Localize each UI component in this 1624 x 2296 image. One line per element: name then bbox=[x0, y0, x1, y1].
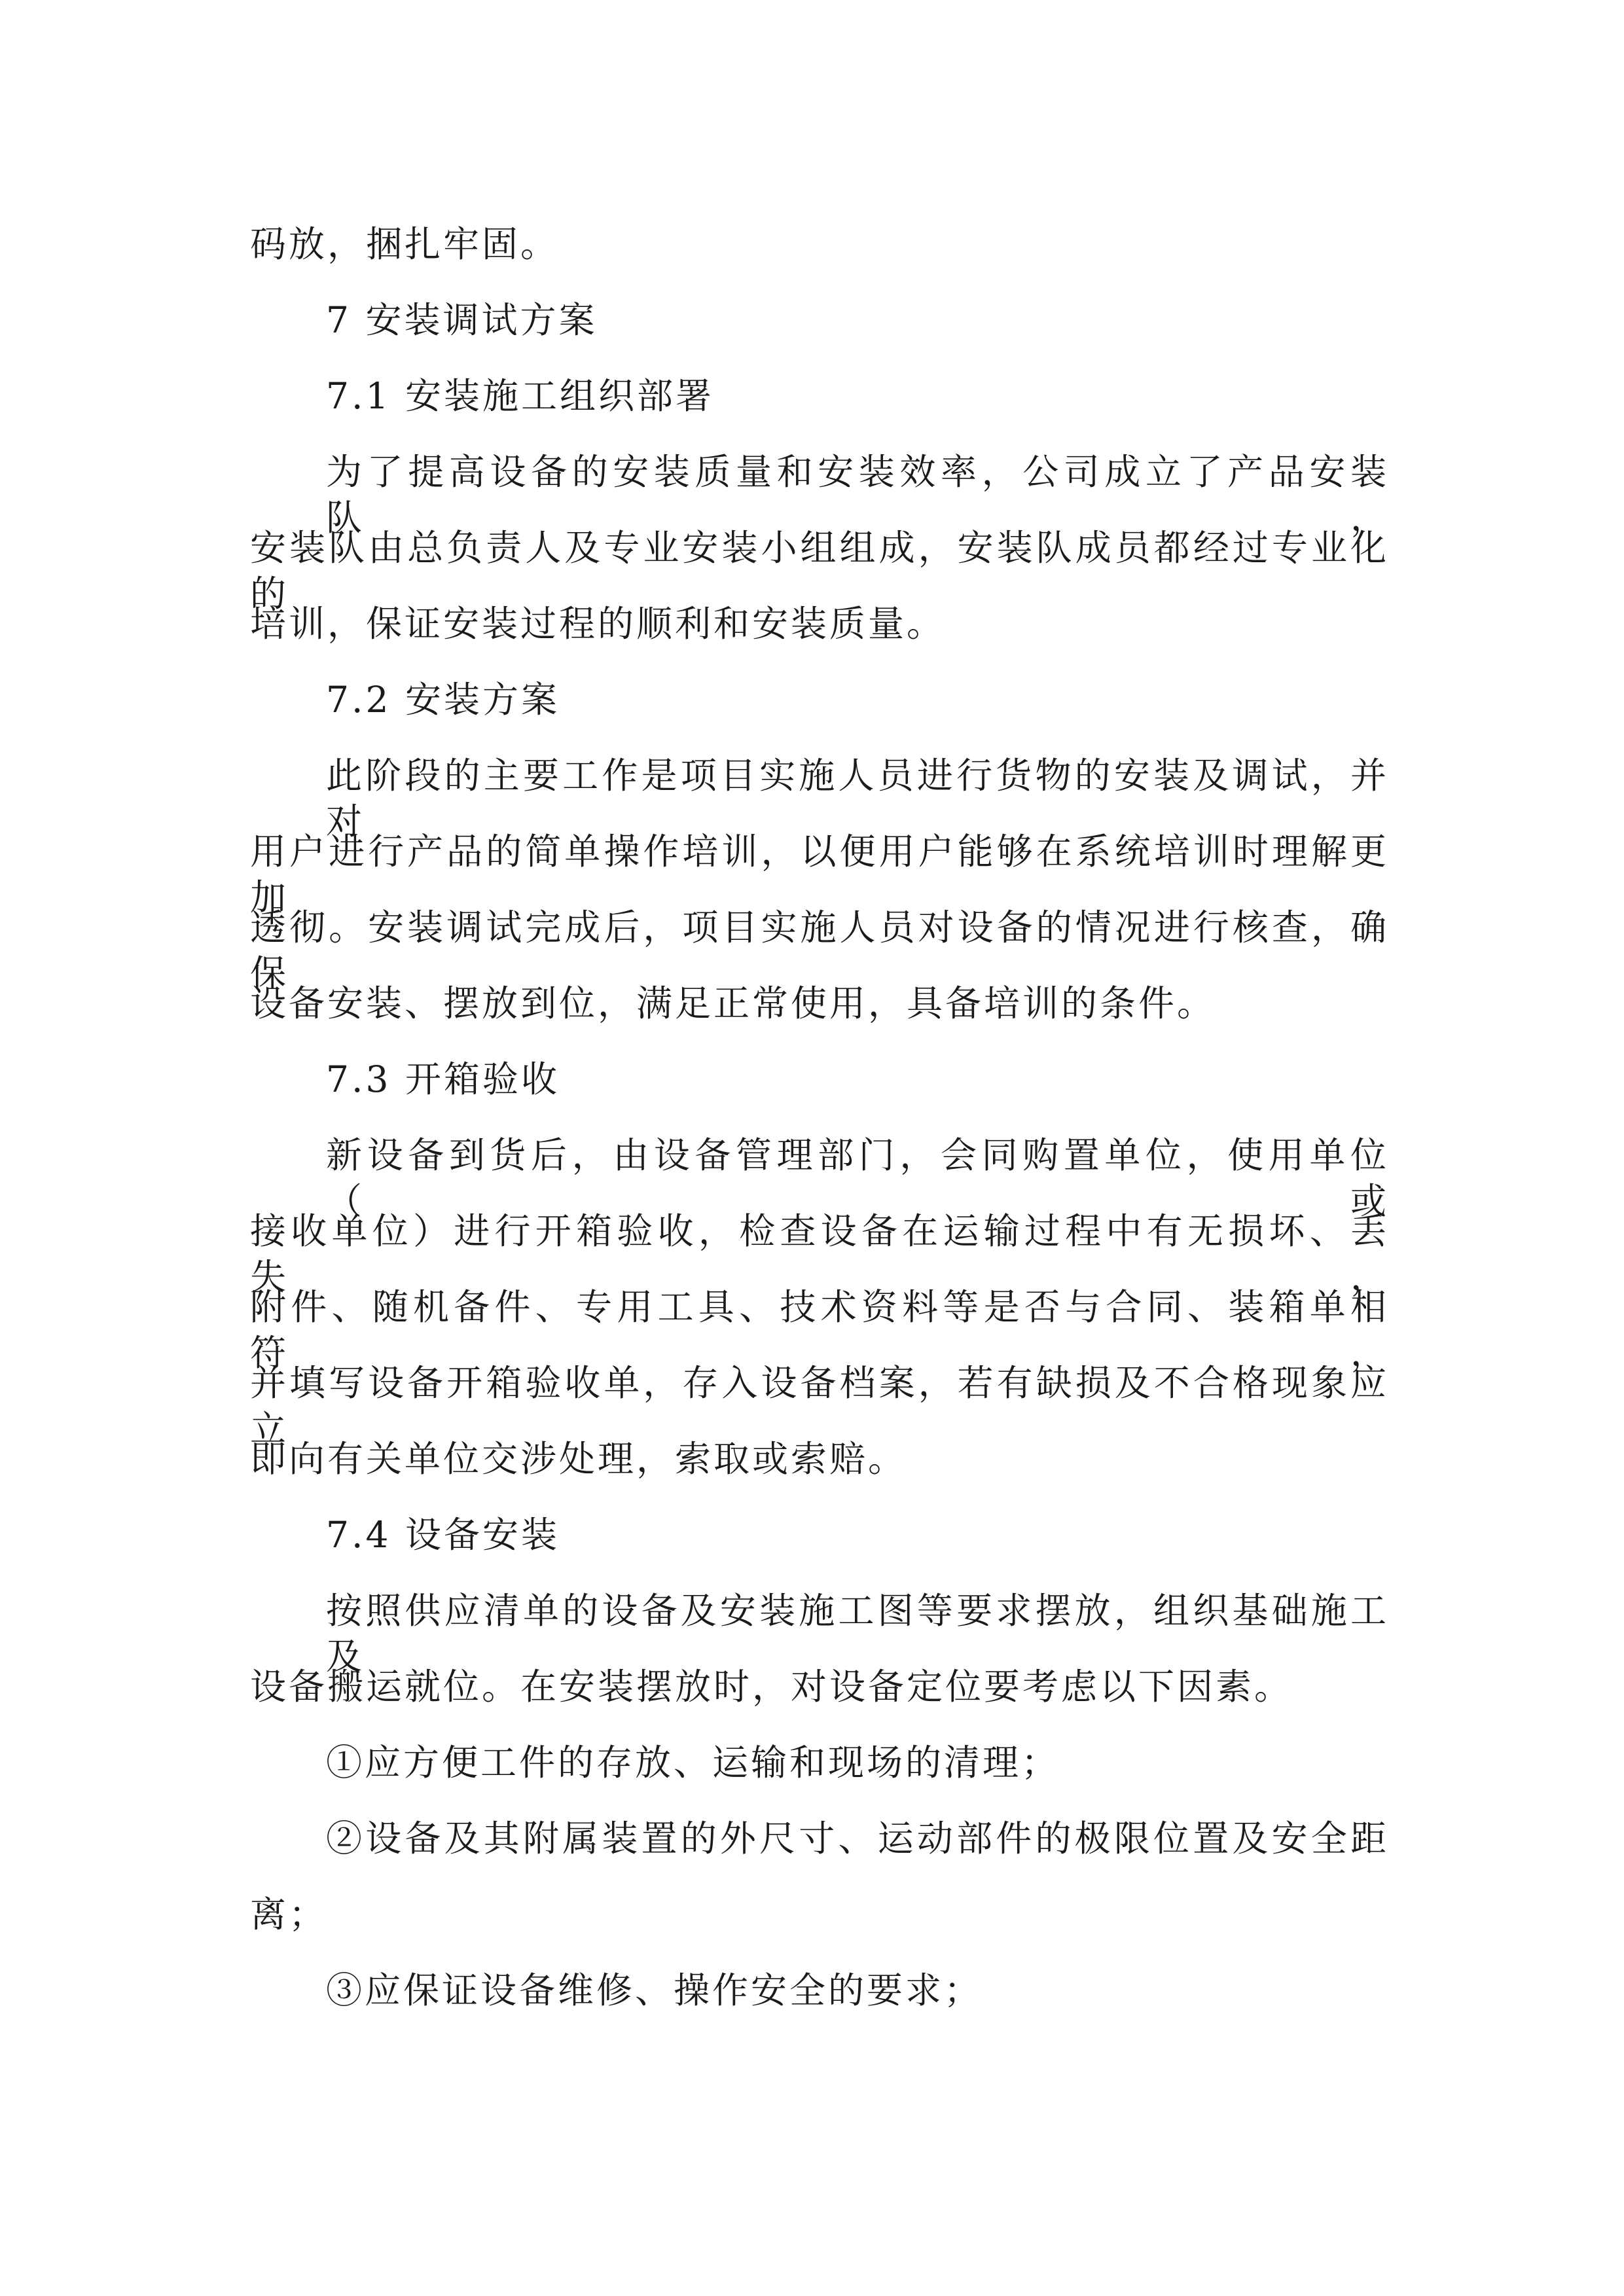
list-item-continuation: 离； bbox=[250, 1893, 328, 1935]
subsection-heading-7-2: 7.2 安装方案 bbox=[326, 679, 560, 721]
subsection-heading-7-1: 7.1 安装施工组织部署 bbox=[326, 375, 714, 417]
text-line-continuation: 码放，捆扎牢固。 bbox=[250, 223, 560, 265]
paragraph-line: 为了提高设备的安装质量和安装效率，公司成立了产品安装队， bbox=[326, 451, 1389, 539]
paragraph-line: 并填写设备开箱验收单，存入设备档案，若有缺损及不合格现象应立 bbox=[250, 1362, 1389, 1450]
paragraph-line: 设备安装、摆放到位，满足正常使用，具备培训的条件。 bbox=[250, 982, 1216, 1024]
list-item: ②设备及其附属装置的外尺寸、运动部件的极限位置及安全距 bbox=[326, 1818, 1389, 1859]
subsection-heading-7-3: 7.3 开箱验收 bbox=[326, 1058, 560, 1100]
paragraph-line: 接收单位）进行开箱验收，检查设备在运输过程中有无损坏、丢失， bbox=[250, 1210, 1389, 1298]
paragraph-line: 即向有关单位交涉处理，索取或索赔。 bbox=[250, 1438, 907, 1480]
paragraph-line: 培训，保证安装过程的顺利和安装质量。 bbox=[250, 603, 946, 645]
subsection-heading-7-4: 7.4 设备安装 bbox=[326, 1514, 560, 1556]
paragraph-line: 安装队由总负责人及专业安装小组组成，安装队成员都经过专业化的 bbox=[250, 527, 1389, 615]
list-item: ①应方便工件的存放、运输和现场的清理； bbox=[326, 1742, 1060, 1784]
paragraph-line: 此阶段的主要工作是项目实施人员进行货物的安装及调试，并对 bbox=[326, 755, 1389, 842]
section-heading-7: 7 安装调试方案 bbox=[326, 299, 598, 341]
paragraph-line: 新设备到货后，由设备管理部门，会同购置单位，使用单位（或 bbox=[326, 1134, 1389, 1222]
paragraph-line: 附件、随机备件、专用工具、技术资料等是否与合同、装箱单相符， bbox=[250, 1286, 1389, 1374]
paragraph-line: 按照供应清单的设备及安装施工图等要求摆放，组织基础施工及 bbox=[326, 1590, 1389, 1677]
paragraph-line: 透彻。安装调试完成后，项目实施人员对设备的情况进行核查，确保 bbox=[250, 906, 1389, 994]
paragraph-line: 设备搬运就位。在安装摆放时，对设备定位要考虑以下因素。 bbox=[250, 1666, 1293, 1708]
list-item: ③应保证设备维修、操作安全的要求； bbox=[326, 1969, 983, 2011]
paragraph-line: 用户进行产品的简单操作培训，以便用户能够在系统培训时理解更加 bbox=[250, 831, 1389, 918]
